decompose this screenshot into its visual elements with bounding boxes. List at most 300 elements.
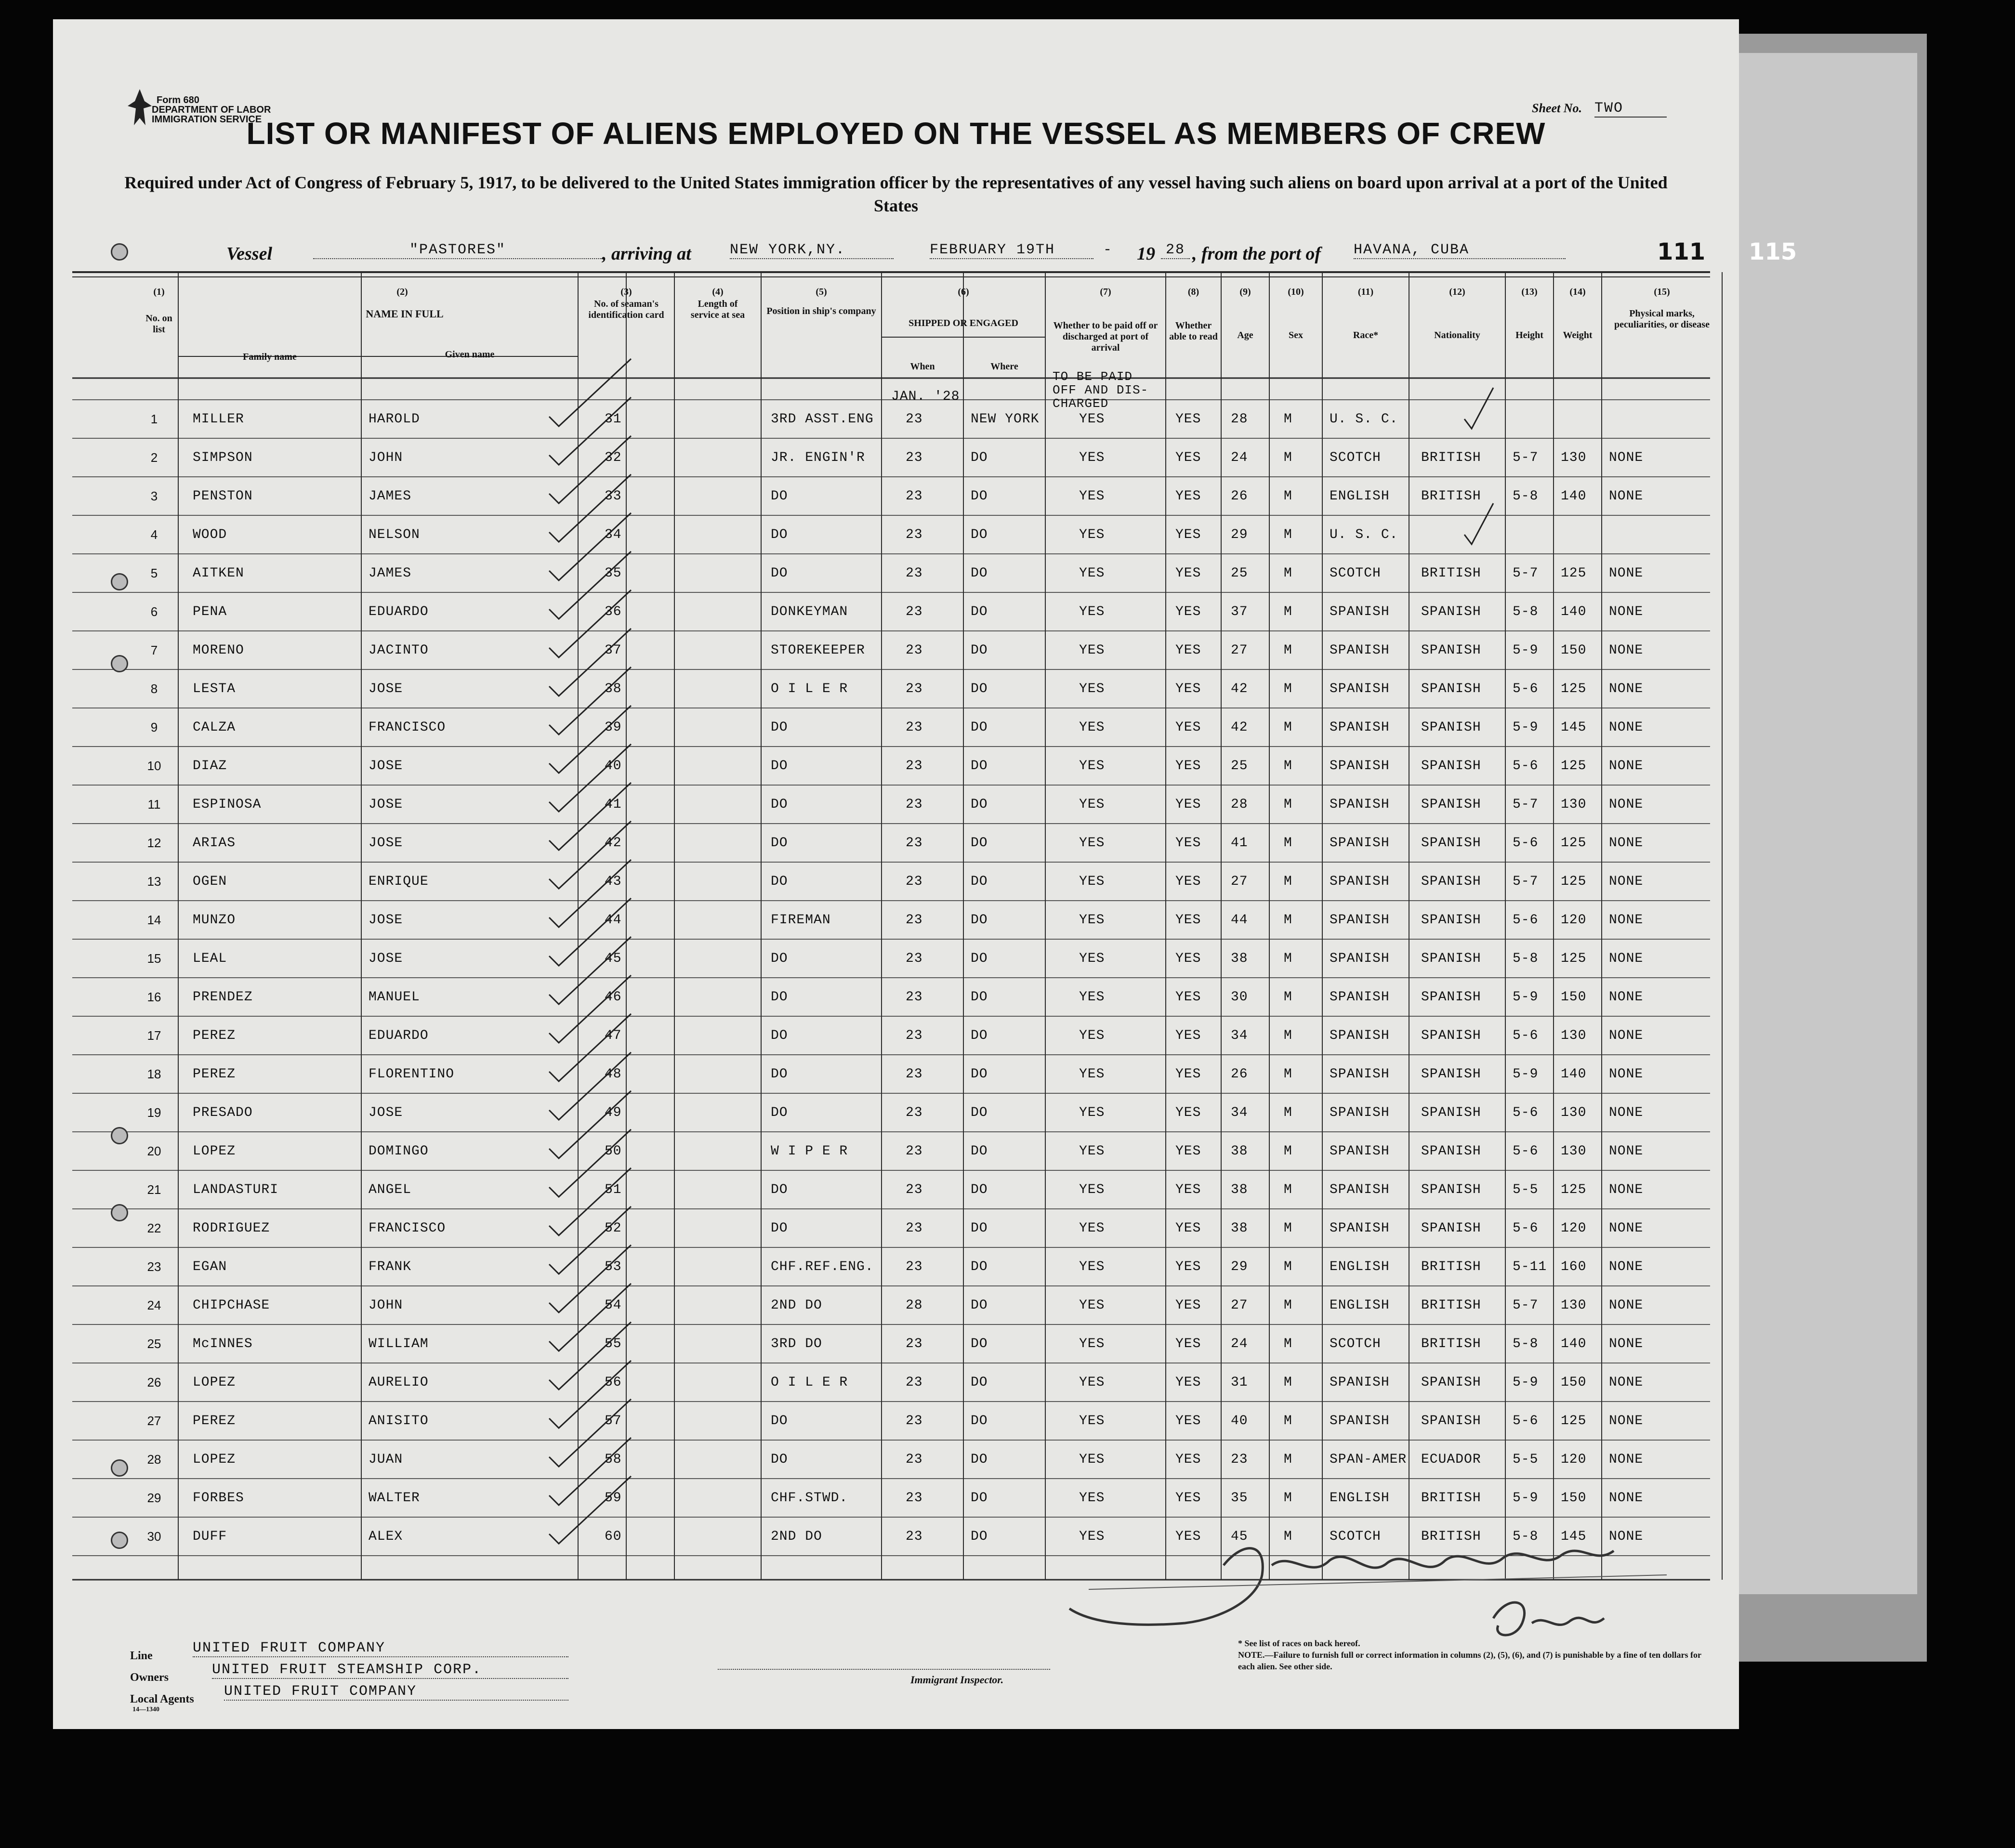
height: 5-6 bbox=[1513, 836, 1539, 851]
sex: M bbox=[1284, 1414, 1292, 1429]
shipped-where: DO bbox=[971, 450, 988, 465]
age: 23 bbox=[1231, 1452, 1248, 1467]
shipped-when: 23 bbox=[906, 1028, 923, 1043]
weight: 140 bbox=[1561, 604, 1587, 619]
shipped-when: 23 bbox=[906, 1529, 923, 1544]
paid-off: YES bbox=[1079, 720, 1105, 735]
seaman-card-number: 35 bbox=[605, 566, 622, 581]
paid-off: YES bbox=[1079, 450, 1105, 465]
inspector-signature-line bbox=[718, 1669, 1050, 1670]
col-num-5: (5) bbox=[816, 287, 827, 297]
race: SPANISH bbox=[1330, 643, 1390, 658]
nationality: BRITISH bbox=[1421, 1337, 1481, 1351]
paid-off: YES bbox=[1079, 1452, 1105, 1467]
family-name: LESTA bbox=[193, 682, 236, 696]
nationality: BRITISH bbox=[1421, 1529, 1481, 1544]
form-number: Form 680 bbox=[157, 95, 199, 105]
given-name: JOSE bbox=[369, 1105, 403, 1120]
seaman-card-number: 39 bbox=[605, 720, 622, 735]
physical-marks: NONE bbox=[1609, 1529, 1644, 1544]
height: 5-6 bbox=[1513, 1414, 1539, 1429]
height: 5-7 bbox=[1513, 566, 1539, 581]
race: SPANISH bbox=[1330, 1144, 1390, 1159]
family-name: PRENDEZ bbox=[193, 990, 253, 1005]
age: 30 bbox=[1231, 990, 1248, 1005]
family-name: PENA bbox=[193, 604, 227, 619]
family-name: PENSTON bbox=[193, 489, 253, 504]
race: SCOTCH bbox=[1330, 1337, 1381, 1351]
col-num-14: (14) bbox=[1569, 287, 1586, 297]
able-to-read: YES bbox=[1175, 643, 1201, 658]
service-name: IMMIGRATION SERVICE bbox=[152, 114, 262, 125]
family-name: PEREZ bbox=[193, 1028, 236, 1043]
col-num-12: (12) bbox=[1449, 287, 1465, 297]
shipped-where: DO bbox=[971, 1067, 988, 1082]
shipped-where: DO bbox=[971, 990, 988, 1005]
able-to-read: YES bbox=[1175, 1067, 1201, 1082]
shipped-when: 23 bbox=[906, 1067, 923, 1082]
seaman-card-number: 54 bbox=[605, 1298, 622, 1313]
paid-off: YES bbox=[1079, 990, 1105, 1005]
race: SPANISH bbox=[1330, 913, 1390, 928]
race: SPANISH bbox=[1330, 1375, 1390, 1390]
able-to-read: YES bbox=[1175, 566, 1201, 581]
able-to-read: YES bbox=[1175, 450, 1201, 465]
ship-position: DO bbox=[771, 836, 788, 851]
shipped-when: 23 bbox=[906, 836, 923, 851]
seaman-card-number: 31 bbox=[605, 412, 622, 427]
paid-off: YES bbox=[1079, 1105, 1105, 1120]
family-name: DIAZ bbox=[193, 759, 227, 773]
weight: 125 bbox=[1561, 759, 1587, 773]
department-name: DEPARTMENT OF LABOR bbox=[152, 105, 271, 115]
col-num-8: (8) bbox=[1187, 287, 1199, 297]
shipped-where: DO bbox=[971, 1105, 988, 1120]
seaman-card-number: 53 bbox=[605, 1259, 622, 1274]
row-number: 15 bbox=[147, 951, 161, 966]
physical-marks: NONE bbox=[1609, 1028, 1644, 1043]
from-label: , from the port of bbox=[1192, 244, 1321, 264]
weight: 130 bbox=[1561, 1144, 1587, 1159]
able-to-read: YES bbox=[1175, 1221, 1201, 1236]
seaman-card-number: 51 bbox=[605, 1182, 622, 1197]
shipped-when: 23 bbox=[906, 1259, 923, 1274]
agents-value: UNITED FRUIT COMPANY bbox=[224, 1683, 568, 1701]
sex: M bbox=[1284, 1259, 1292, 1274]
given-name: ANISITO bbox=[369, 1414, 429, 1429]
paid-off: YES bbox=[1079, 913, 1105, 928]
physical-marks: NONE bbox=[1609, 1067, 1644, 1082]
weight: 125 bbox=[1561, 1182, 1587, 1197]
paid-off: YES bbox=[1079, 836, 1105, 851]
race: SPAN-AMER bbox=[1330, 1452, 1407, 1467]
col-num-6: (6) bbox=[958, 287, 969, 297]
shipped-when: 23 bbox=[906, 1491, 923, 1506]
seaman-card-number: 42 bbox=[605, 836, 622, 851]
paid-off: YES bbox=[1079, 759, 1105, 773]
stamp-number-left: 111 bbox=[1657, 238, 1706, 265]
age: 26 bbox=[1231, 1067, 1248, 1082]
age: 44 bbox=[1231, 913, 1248, 928]
height: 5-6 bbox=[1513, 759, 1539, 773]
col-num-9: (9) bbox=[1239, 287, 1251, 297]
paid-off: YES bbox=[1079, 1221, 1105, 1236]
ship-position: DO bbox=[771, 1221, 788, 1236]
shipped-where: DO bbox=[971, 566, 988, 581]
physical-marks: NONE bbox=[1609, 643, 1644, 658]
row-number: 26 bbox=[147, 1375, 161, 1389]
row-number: 25 bbox=[147, 1337, 161, 1351]
weight: 160 bbox=[1561, 1259, 1587, 1274]
row-number: 16 bbox=[147, 990, 161, 1004]
manifest-grid bbox=[53, 19, 1739, 1729]
shipped-when: 23 bbox=[906, 682, 923, 696]
seaman-card-number: 55 bbox=[605, 1337, 622, 1351]
sex: M bbox=[1284, 1182, 1292, 1197]
row-number: 6 bbox=[150, 604, 158, 619]
family-name: PEREZ bbox=[193, 1414, 236, 1429]
height: 5-9 bbox=[1513, 1067, 1539, 1082]
nationality: SPANISH bbox=[1421, 1375, 1481, 1390]
penalty-note: NOTE.—Failure to furnish full or correct information in columns (2), (5), (6), and (7) is punishable by a fine of ten dollars for each alien. See other side. bbox=[1238, 1650, 1701, 1671]
row-number: 9 bbox=[150, 720, 158, 734]
height: 5-6 bbox=[1513, 913, 1539, 928]
given-name: JOSE bbox=[369, 759, 403, 773]
shipped-when: 23 bbox=[906, 1452, 923, 1467]
row-number: 10 bbox=[147, 759, 161, 773]
nationality: SPANISH bbox=[1421, 1067, 1481, 1082]
shipped-when: 23 bbox=[906, 951, 923, 966]
shipped-when: 23 bbox=[906, 412, 923, 427]
nationality: BRITISH bbox=[1421, 566, 1481, 581]
paid-off-note: TO BE PAID OFF AND DIS- CHARGED bbox=[1053, 369, 1149, 411]
sex: M bbox=[1284, 450, 1292, 465]
seaman-card-number: 37 bbox=[605, 643, 622, 658]
able-to-read: YES bbox=[1175, 720, 1201, 735]
shipped-when: 23 bbox=[906, 1337, 923, 1351]
nationality: SPANISH bbox=[1421, 951, 1481, 966]
age: 40 bbox=[1231, 1414, 1248, 1429]
shipped-where: DO bbox=[971, 1452, 988, 1467]
shipped-where: DO bbox=[971, 489, 988, 504]
race: ENGLISH bbox=[1330, 489, 1390, 504]
shipped-when: 23 bbox=[906, 450, 923, 465]
nationality: SPANISH bbox=[1421, 759, 1481, 773]
family-name: RODRIGUEZ bbox=[193, 1221, 270, 1236]
seaman-card-number: 34 bbox=[605, 527, 622, 542]
age: 37 bbox=[1231, 604, 1248, 619]
weight: 130 bbox=[1561, 1298, 1587, 1313]
ship-position: DO bbox=[771, 1067, 788, 1082]
shipped-where: DO bbox=[971, 1529, 988, 1544]
given-name: ALEX bbox=[369, 1529, 403, 1544]
seaman-card-number: 40 bbox=[605, 759, 622, 773]
punch-hole bbox=[111, 655, 128, 672]
height: 5-7 bbox=[1513, 797, 1539, 812]
shipped-when: 23 bbox=[906, 566, 923, 581]
able-to-read: YES bbox=[1175, 1452, 1201, 1467]
family-name: MUNZO bbox=[193, 913, 236, 928]
header-physical-marks: Physical marks, peculiarities, or disease bbox=[1614, 308, 1710, 330]
given-name: FRANCISCO bbox=[369, 720, 446, 735]
able-to-read: YES bbox=[1175, 412, 1201, 427]
punch-hole bbox=[111, 243, 128, 261]
ship-position: CHF.REF.ENG. bbox=[771, 1259, 874, 1274]
row-number: 14 bbox=[147, 913, 161, 927]
ship-position: DO bbox=[771, 990, 788, 1005]
physical-marks: NONE bbox=[1609, 1298, 1644, 1313]
ship-position: DO bbox=[771, 951, 788, 966]
given-name: EDUARDO bbox=[369, 1028, 429, 1043]
shipped-when: 23 bbox=[906, 990, 923, 1005]
departure-port: HAVANA, CUBA bbox=[1354, 242, 1566, 259]
nationality: BRITISH bbox=[1421, 450, 1481, 465]
ship-position: DO bbox=[771, 797, 788, 812]
race: ENGLISH bbox=[1330, 1259, 1390, 1274]
race: SPANISH bbox=[1330, 1105, 1390, 1120]
shipped-where: DO bbox=[971, 1414, 988, 1429]
shipped-where: DO bbox=[971, 720, 988, 735]
ship-position: DO bbox=[771, 1452, 788, 1467]
punch-hole bbox=[111, 1459, 128, 1477]
weight: 145 bbox=[1561, 1529, 1587, 1544]
weight: 140 bbox=[1561, 489, 1587, 504]
physical-marks: NONE bbox=[1609, 1452, 1644, 1467]
year-suffix: 28 bbox=[1161, 242, 1190, 259]
header-shipped: SHIPPED OR ENGAGED bbox=[909, 318, 1018, 328]
document-title: LIST OR MANIFEST OF ALIENS EMPLOYED ON THE VESSEL AS MEMBERS OF CREW bbox=[246, 116, 1546, 151]
punch-hole bbox=[111, 573, 128, 590]
able-to-read: YES bbox=[1175, 1529, 1201, 1544]
weight: 125 bbox=[1561, 874, 1587, 889]
able-to-read: YES bbox=[1175, 1144, 1201, 1159]
shipped-where: DO bbox=[971, 836, 988, 851]
height: 5-8 bbox=[1513, 604, 1539, 619]
sex: M bbox=[1284, 1452, 1292, 1467]
sex: M bbox=[1284, 836, 1292, 851]
sex: M bbox=[1284, 1337, 1292, 1351]
race: SCOTCH bbox=[1330, 450, 1381, 465]
col-num-11: (11) bbox=[1357, 287, 1374, 297]
header-age: Age bbox=[1237, 330, 1253, 341]
race: SPANISH bbox=[1330, 1414, 1390, 1429]
sex: M bbox=[1284, 1144, 1292, 1159]
nationality: SPANISH bbox=[1421, 1182, 1481, 1197]
physical-marks: NONE bbox=[1609, 1221, 1644, 1236]
header-name-in-full: NAME IN FULL bbox=[366, 308, 444, 320]
physical-marks: NONE bbox=[1609, 951, 1644, 966]
family-name: McINNES bbox=[193, 1337, 253, 1351]
shipped-when: 23 bbox=[906, 797, 923, 812]
weight: 120 bbox=[1561, 913, 1587, 928]
row-number: 3 bbox=[150, 489, 158, 503]
weight: 125 bbox=[1561, 566, 1587, 581]
nationality: BRITISH bbox=[1421, 1491, 1481, 1506]
sex: M bbox=[1284, 527, 1292, 542]
given-name: JOHN bbox=[369, 450, 403, 465]
date-dash: - bbox=[1103, 242, 1113, 258]
weight: 150 bbox=[1561, 1375, 1587, 1390]
ship-position: STOREKEEPER bbox=[771, 643, 865, 658]
nationality: SPANISH bbox=[1421, 682, 1481, 696]
able-to-read: YES bbox=[1175, 1414, 1201, 1429]
physical-marks: NONE bbox=[1609, 1491, 1644, 1506]
header-length-service: Length of service at sea bbox=[690, 299, 745, 320]
race: SCOTCH bbox=[1330, 566, 1381, 581]
ship-position: O I L E R bbox=[771, 1375, 848, 1390]
line-label: Line bbox=[130, 1650, 153, 1662]
given-name: FRANCISCO bbox=[369, 1221, 446, 1236]
nationality: ECUADOR bbox=[1421, 1452, 1481, 1467]
nationality: SPANISH bbox=[1421, 720, 1481, 735]
ship-position: FIREMAN bbox=[771, 913, 831, 928]
age: 31 bbox=[1231, 1375, 1248, 1390]
paid-off: YES bbox=[1079, 527, 1105, 542]
sex: M bbox=[1284, 990, 1292, 1005]
given-name: AURELIO bbox=[369, 1375, 429, 1390]
paid-off: YES bbox=[1079, 874, 1105, 889]
weight: 150 bbox=[1561, 1491, 1587, 1506]
given-name: DOMINGO bbox=[369, 1144, 429, 1159]
shipped-where: DO bbox=[971, 1298, 988, 1313]
given-name: MANUEL bbox=[369, 990, 420, 1005]
header-seaman-card: No. of seaman's identification card bbox=[588, 299, 664, 320]
sex: M bbox=[1284, 1105, 1292, 1120]
shipped-where: NEW YORK bbox=[971, 412, 1040, 427]
age: 34 bbox=[1231, 1105, 1248, 1120]
family-name: LANDASTURI bbox=[193, 1182, 279, 1197]
family-name: PRESADO bbox=[193, 1105, 253, 1120]
back-sheet bbox=[1715, 53, 1917, 1594]
row-number: 22 bbox=[147, 1221, 161, 1235]
age: 28 bbox=[1231, 412, 1248, 427]
height: 5-6 bbox=[1513, 1221, 1539, 1236]
row-number: 5 bbox=[150, 566, 158, 580]
when-month-note: JAN. '28 bbox=[891, 389, 960, 404]
shipped-where: DO bbox=[971, 1375, 988, 1390]
ship-position: 3RD DO bbox=[771, 1337, 822, 1351]
given-name: WILLIAM bbox=[369, 1337, 429, 1351]
ship-position: O I L E R bbox=[771, 682, 848, 696]
family-name: ARIAS bbox=[193, 836, 236, 851]
ship-position: DO bbox=[771, 566, 788, 581]
physical-marks: NONE bbox=[1609, 874, 1644, 889]
nationality: SPANISH bbox=[1421, 874, 1481, 889]
ship-position: CHF.STWD. bbox=[771, 1491, 848, 1506]
physical-marks: NONE bbox=[1609, 990, 1644, 1005]
physical-marks: NONE bbox=[1609, 797, 1644, 812]
able-to-read: YES bbox=[1175, 990, 1201, 1005]
vessel-name: "PASTORES" bbox=[313, 242, 602, 259]
row-number: 21 bbox=[147, 1182, 161, 1197]
age: 27 bbox=[1231, 643, 1248, 658]
paid-off: YES bbox=[1079, 1028, 1105, 1043]
able-to-read: YES bbox=[1175, 1182, 1201, 1197]
shipped-where: DO bbox=[971, 1491, 988, 1506]
shipped-when: 23 bbox=[906, 1144, 923, 1159]
weight: 125 bbox=[1561, 836, 1587, 851]
sex: M bbox=[1284, 682, 1292, 696]
seaman-card-number: 47 bbox=[605, 1028, 622, 1043]
master-signature bbox=[1040, 1522, 1715, 1647]
physical-marks: NONE bbox=[1609, 489, 1644, 504]
check-mark-icon bbox=[1464, 388, 1493, 429]
row-number: 13 bbox=[147, 874, 161, 889]
physical-marks: NONE bbox=[1609, 1182, 1644, 1197]
shipped-where: DO bbox=[971, 643, 988, 658]
shipped-when: 23 bbox=[906, 720, 923, 735]
age: 24 bbox=[1231, 1337, 1248, 1351]
given-name: JOSE bbox=[369, 682, 403, 696]
age: 42 bbox=[1231, 682, 1248, 696]
ship-position: DO bbox=[771, 527, 788, 542]
header-race: Race* bbox=[1353, 330, 1379, 341]
shipped-where: DO bbox=[971, 1259, 988, 1274]
age: 42 bbox=[1231, 720, 1248, 735]
able-to-read: YES bbox=[1175, 1375, 1201, 1390]
row-number: 4 bbox=[150, 527, 158, 542]
able-to-read: YES bbox=[1175, 1298, 1201, 1313]
able-to-read: YES bbox=[1175, 604, 1201, 619]
shipped-where: DO bbox=[971, 951, 988, 966]
physical-marks: NONE bbox=[1609, 1414, 1644, 1429]
inspector-label: Immigrant Inspector. bbox=[910, 1674, 1004, 1686]
ship-position: 2ND DO bbox=[771, 1529, 822, 1544]
races-note: * See list of races on back hereof. bbox=[1238, 1638, 1360, 1648]
seaman-card-number: 48 bbox=[605, 1067, 622, 1082]
paid-off: YES bbox=[1079, 1259, 1105, 1274]
given-name: ANGEL bbox=[369, 1182, 412, 1197]
physical-marks: NONE bbox=[1609, 566, 1644, 581]
age: 41 bbox=[1231, 836, 1248, 851]
able-to-read: YES bbox=[1175, 527, 1201, 542]
weight: 130 bbox=[1561, 797, 1587, 812]
shipped-where: DO bbox=[971, 1221, 988, 1236]
row-number: 8 bbox=[150, 682, 158, 696]
header-sex: Sex bbox=[1289, 330, 1303, 341]
vessel-label: Vessel bbox=[226, 244, 272, 264]
given-name: FLORENTINO bbox=[369, 1067, 455, 1082]
nationality: SPANISH bbox=[1421, 1028, 1481, 1043]
weight: 150 bbox=[1561, 990, 1587, 1005]
height: 5-9 bbox=[1513, 643, 1539, 658]
seaman-card-number: 56 bbox=[605, 1375, 622, 1390]
family-name: AITKEN bbox=[193, 566, 244, 581]
paid-off: YES bbox=[1079, 797, 1105, 812]
seaman-card-number: 36 bbox=[605, 604, 622, 619]
given-name: EDUARDO bbox=[369, 604, 429, 619]
row-number: 23 bbox=[147, 1259, 161, 1274]
arriving-label: , arriving at bbox=[602, 244, 691, 264]
paid-off: YES bbox=[1079, 643, 1105, 658]
paid-off: YES bbox=[1079, 566, 1105, 581]
seaman-card-number: 58 bbox=[605, 1452, 622, 1467]
given-name: FRANK bbox=[369, 1259, 412, 1274]
able-to-read: YES bbox=[1175, 759, 1201, 773]
nationality: SPANISH bbox=[1421, 797, 1481, 812]
sex: M bbox=[1284, 759, 1292, 773]
physical-marks: NONE bbox=[1609, 604, 1644, 619]
paid-off: YES bbox=[1079, 1144, 1105, 1159]
physical-marks: NONE bbox=[1609, 682, 1644, 696]
col-num-4: (4) bbox=[712, 287, 724, 297]
weight: 140 bbox=[1561, 1067, 1587, 1082]
height: 5-7 bbox=[1513, 1298, 1539, 1313]
family-name: EGAN bbox=[193, 1259, 227, 1274]
height: 5-8 bbox=[1513, 489, 1539, 504]
ship-position: DONKEYMAN bbox=[771, 604, 848, 619]
shipped-where: DO bbox=[971, 1182, 988, 1197]
